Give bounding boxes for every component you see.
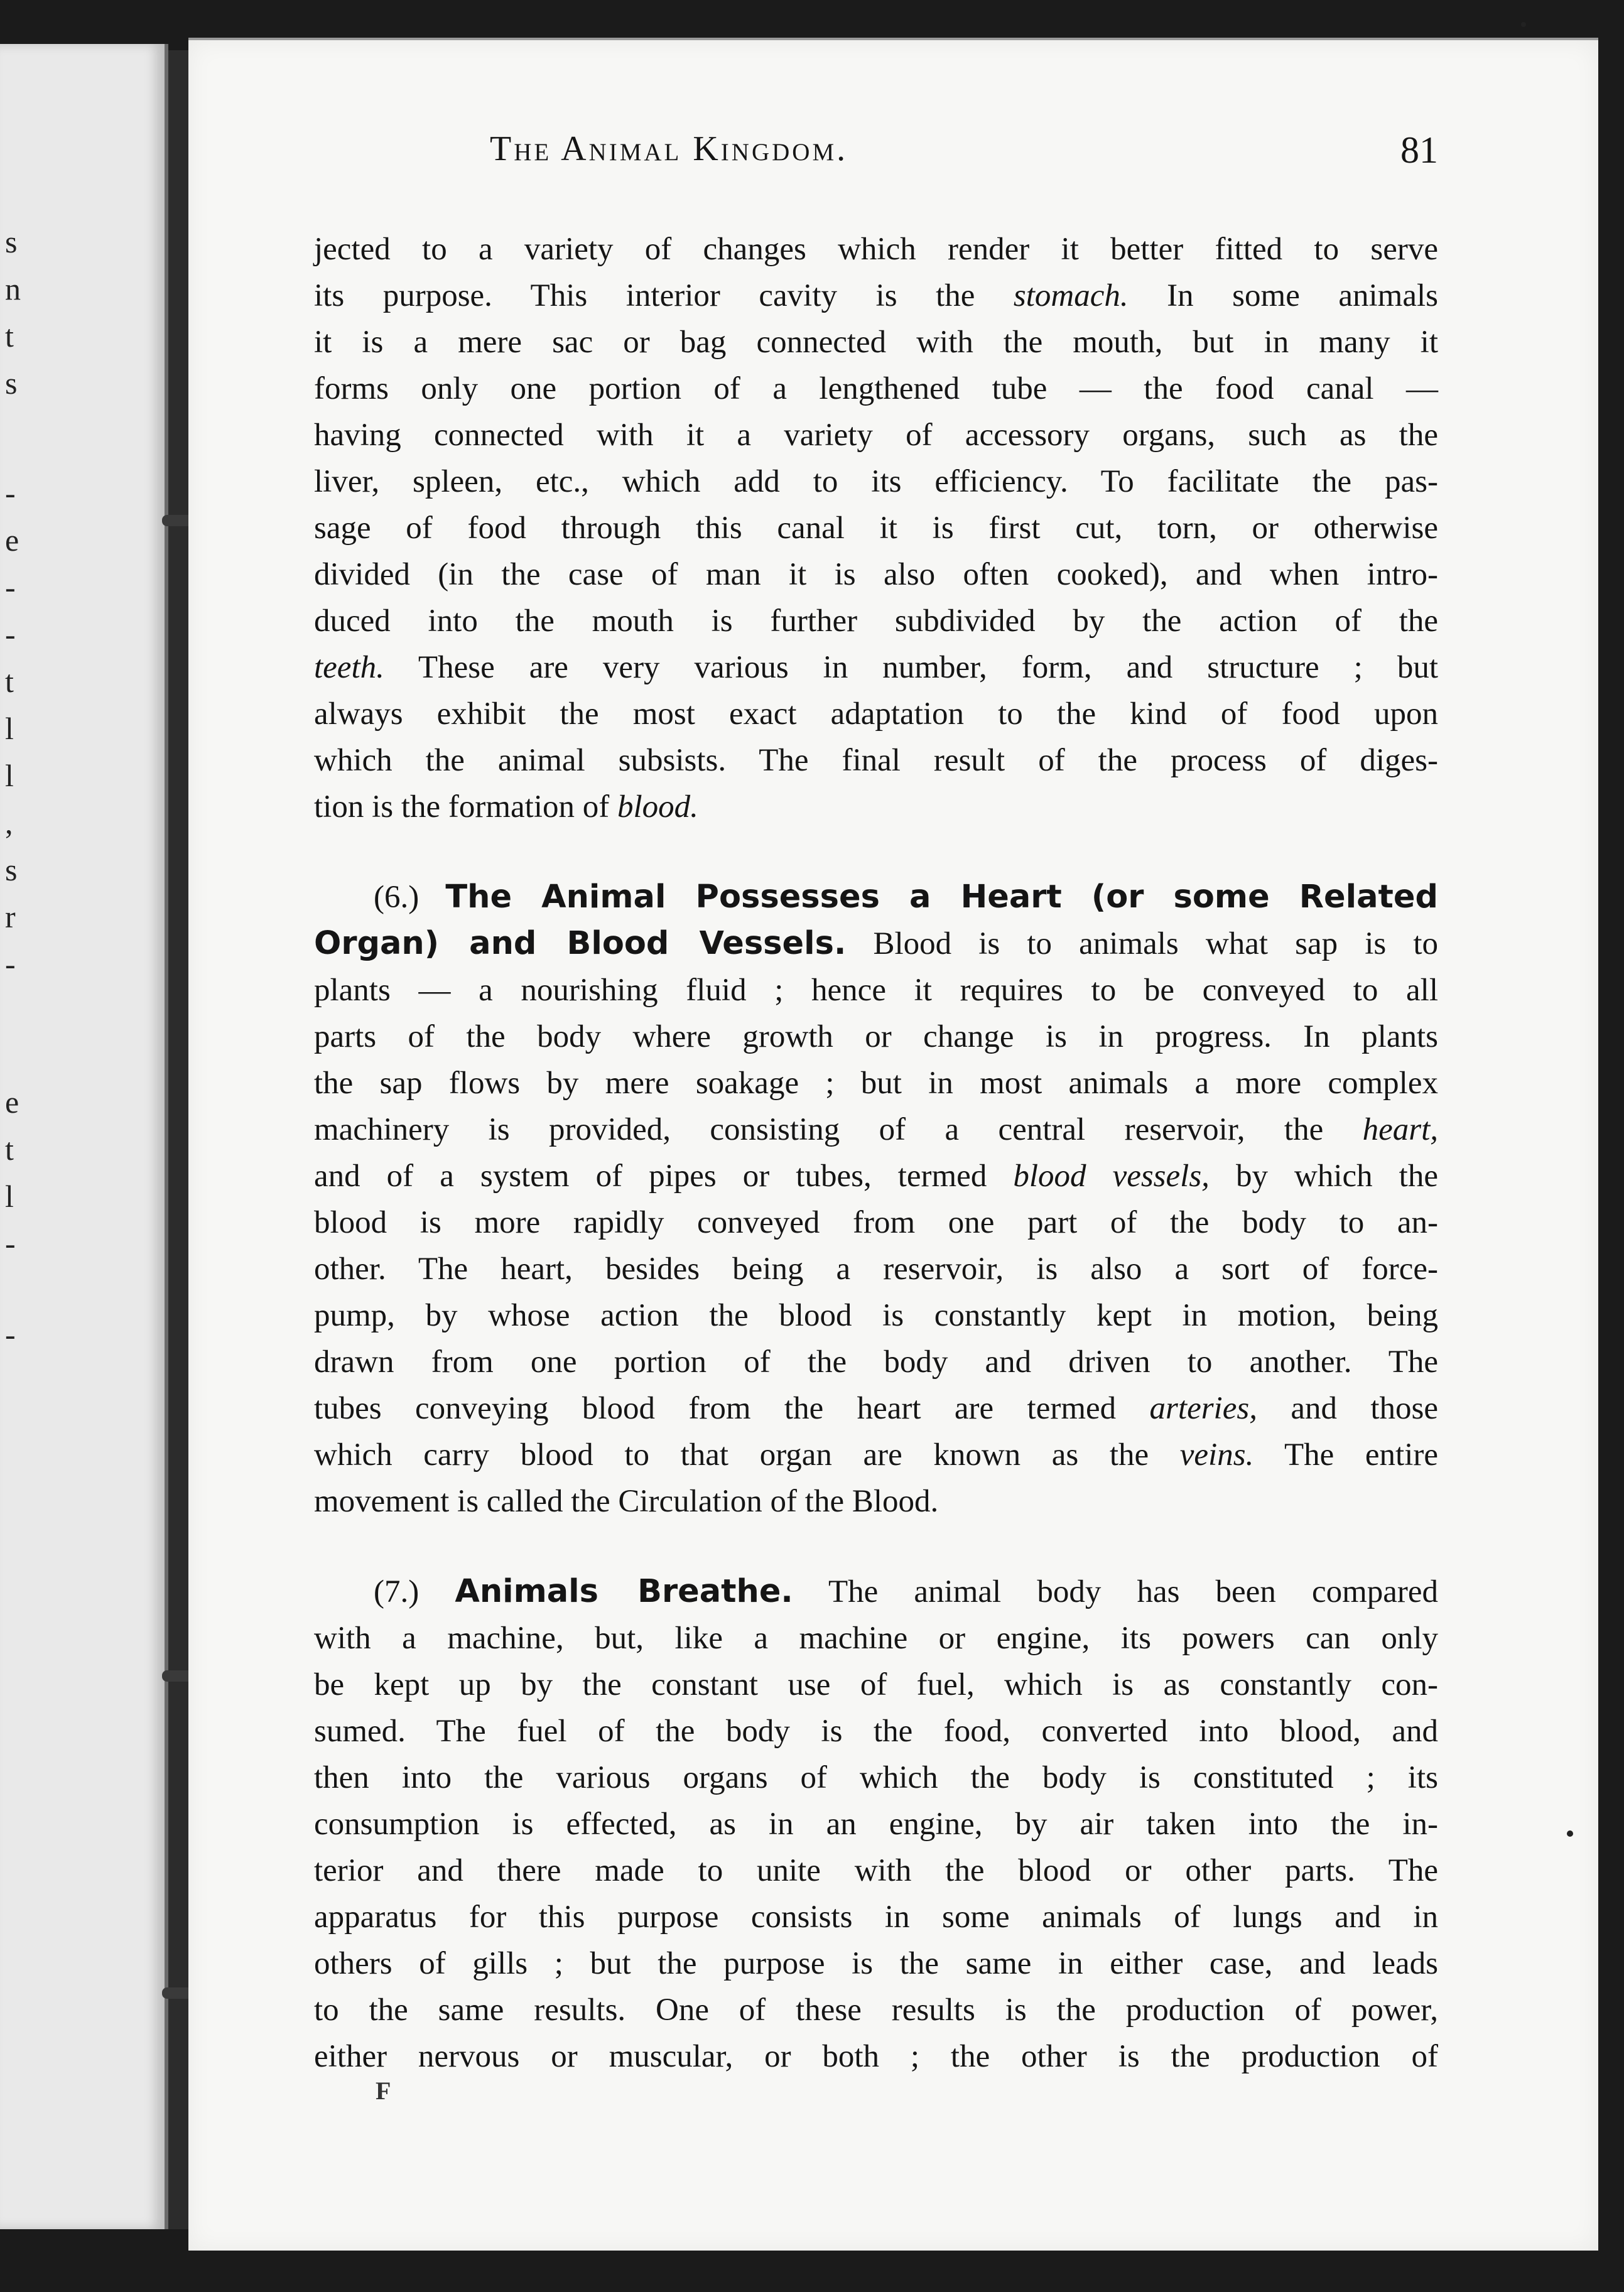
facing-page-char: e: [5, 1084, 19, 1120]
text-line: apparatus for this purpose consists in some animals of lungs and in: [314, 1900, 1438, 1935]
facing-page-char: l: [5, 711, 14, 746]
text-line: always exhibit the most exact adaptation to the kind of food upon: [314, 696, 1438, 732]
text-line: tubes conveying blood from the heart are termed arteries, and those: [314, 1391, 1439, 1426]
facing-page-char: -: [5, 1226, 16, 1261]
speck-mark: [1567, 1830, 1573, 1837]
text-line: and of a system of pipes or tubes, termed blood vessels, by which the: [314, 1159, 1438, 1194]
emphasis-arteries: arteries,: [1149, 1391, 1257, 1426]
text-line: teeth. These are very various in number, form, and structure ; but: [314, 650, 1438, 685]
facing-page-char: l: [5, 1179, 14, 1214]
text-line: drawn from one portion of the body and driven to another. The: [314, 1344, 1438, 1380]
text-line: parts of the body where growth or change is in progress. In plants: [314, 1019, 1438, 1054]
text-line: tion is the formation of blood.: [314, 789, 698, 824]
text-line: with a machine, but, like a machine or engine, its powers can only: [314, 1621, 1438, 1656]
facing-page-char: r: [5, 899, 16, 934]
section-number: (7.): [374, 1574, 420, 1609]
facing-page-char: -: [5, 617, 16, 652]
signature-mark: F: [376, 2077, 391, 2105]
facing-page-char: t: [5, 318, 14, 354]
facing-page-char: -: [5, 946, 16, 981]
text-line: having connected with it a variety of accessory organs, such as the: [314, 418, 1438, 453]
facing-page-char: s: [5, 224, 18, 259]
facing-page-char: t: [5, 664, 14, 699]
text-line: terior and there made to unite with the blood or other parts. The: [314, 1853, 1438, 1888]
text-line: be kept up by the constant use of fuel, which is as constantly con-: [314, 1667, 1438, 1702]
emphasis-heart: heart,: [1362, 1112, 1438, 1147]
text-line: pump, by whose action the blood is constantly kept in motion, being: [314, 1298, 1438, 1333]
section-title: The Animal Possesses a Heart (or some Related: [445, 878, 1439, 916]
text-line: which the animal subsists. The final result of the process of diges-: [314, 743, 1438, 778]
running-head: [490, 129, 1438, 185]
speck-mark: [1521, 22, 1526, 27]
facing-page-edge: [0, 44, 168, 2229]
text-line: sumed. The fuel of the body is the food, converted into blood, and: [314, 1714, 1438, 1749]
text-line: machinery is provided, consisting of a central reservoir, the heart,: [314, 1112, 1438, 1147]
text-line: divided (in the case of man it is also often cooked), and when intro-: [314, 557, 1438, 592]
text-line: which carry blood to that organ are known as the veins. The entire: [314, 1437, 1438, 1473]
facing-page-char: n: [5, 271, 21, 306]
facing-page-char: t: [5, 1132, 14, 1167]
text-line: Organ) and Blood Vessels. Blood is to animals what sap is to: [314, 925, 1439, 962]
text-line: either nervous or muscular, or both ; the other is the production of: [314, 2039, 1438, 2074]
section-heading-6: [314, 874, 1438, 921]
text-line: consumption is effected, as in an engine, by air taken into the in-: [314, 1807, 1438, 1842]
text-line: jected to a variety of changes which render it better fitted to serve: [314, 232, 1438, 267]
facing-page-char: s: [5, 852, 18, 887]
text-line: other. The heart, besides being a reservoir, is also a sort of force-: [314, 1251, 1438, 1287]
emphasis-veins: veins.: [1179, 1437, 1254, 1473]
text-line: forms only one portion of a lengthened tube — the food canal —: [314, 371, 1438, 406]
text-line: the sap flows by mere soakage ; but in most animals a more complex: [314, 1066, 1438, 1101]
emphasis-blood-vessels: blood vessels,: [1013, 1159, 1210, 1194]
page-text: [314, 226, 1438, 2080]
section-heading-7: (7.) Animals Breathe. The animal body has been compared: [374, 1573, 1439, 1610]
text-line: plants — a nourishing fluid ; hence it requires to be conveyed to all: [314, 973, 1438, 1008]
section-title: Animals Breathe.: [455, 1573, 793, 1610]
section-number: (6.): [374, 880, 420, 915]
facing-page-char: -: [5, 570, 16, 605]
emphasis-stomach: stomach.: [1013, 278, 1129, 313]
facing-page-char: -: [5, 1317, 16, 1352]
emphasis-teeth: teeth.: [314, 650, 384, 685]
emphasis-blood: blood.: [617, 789, 698, 824]
book-binding: [168, 50, 191, 2229]
facing-page-char: ,: [5, 805, 13, 840]
text-line: liver, spleen, etc., which add to its efficiency. To facilitate the pas-: [314, 464, 1438, 499]
running-title: The Animal Kingdom.: [490, 129, 848, 168]
text-line: sage of food through this canal it is first cut, torn, or otherwise: [314, 511, 1438, 546]
section-title: Organ) and Blood Vessels.: [314, 925, 847, 962]
facing-page-char: -: [5, 475, 16, 511]
page-number: 81: [1400, 129, 1438, 171]
text-line: to the same results. One of these results is the production of power,: [314, 1992, 1438, 2028]
text-line: then into the various organs of which the body is constituted ; its: [314, 1760, 1438, 1795]
text-line: duced into the mouth is further subdivided by the action of the: [314, 603, 1438, 639]
facing-page-char: l: [5, 758, 14, 793]
text-line: others of gills ; but the purpose is the same in either case, and leads: [314, 1946, 1438, 1981]
facing-page-char: s: [5, 365, 18, 401]
facing-page-char: e: [5, 522, 19, 558]
text-line: movement is called the Circulation of the Blood.: [314, 1484, 939, 1519]
text-line: it is a mere sac or bag connected with the mouth, but in many it: [314, 325, 1438, 360]
text-line: blood is more rapidly conveyed from one part of the body to an-: [314, 1205, 1438, 1240]
text-line: its purpose. This interior cavity is the stomach. In some animals: [314, 278, 1438, 313]
